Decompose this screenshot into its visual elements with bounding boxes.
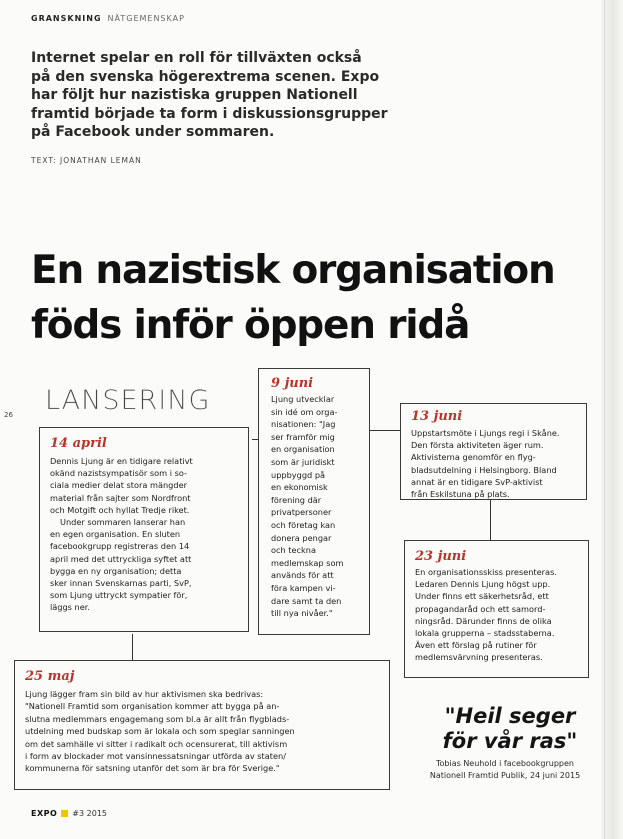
quote-line: "Heil seger (444, 704, 576, 728)
entry-line: april med det uttryckliga syftet att (50, 553, 192, 564)
entry-line: Ljung lägger fram sin bild av hur aktivismen ska bedrivas: (25, 689, 264, 699)
headline (31, 243, 591, 353)
entry-line: föra kampen vi- (271, 582, 336, 593)
entry-line: "Nationell Framtid som organisation kommer att bygga på an- (25, 701, 280, 712)
entry-line: lokala grupperna – stadsstaberna. (415, 628, 555, 639)
entry-line: slutna medlemmars engagemang som bl.a är allt från flygblads- (25, 713, 290, 724)
entry-line: Ledaren Dennis Ljung högst upp. (415, 579, 551, 590)
entry-line: bladsutdelning i Helsingborg. Bland (411, 464, 557, 475)
intro-line: Internet spelar en roll för tillväxten också (31, 50, 362, 66)
entry-line: kommunerna för satsning utanför det som är bra för Sverige." (25, 763, 280, 774)
entry-line: förening där (271, 494, 322, 505)
intro-line: har följt hur nazistiska gruppen Nationell (31, 87, 358, 103)
entry-line: material från sajter som Nordfront (50, 492, 191, 503)
section-header (31, 14, 185, 23)
entry-line: Även ett förslag på rutiner för (415, 640, 537, 651)
entry-line: donera pengar (271, 532, 332, 543)
entry-text (411, 427, 586, 500)
entry-text (50, 455, 248, 614)
entry-line: annat är en tidigare SvP-aktivist (411, 476, 543, 487)
timeline-entry-23-juni (404, 540, 589, 678)
entry-line: Aktivisterna genomför en flyg- (411, 452, 536, 463)
entry-line: facebookgrupp registreras den 14 (50, 541, 190, 552)
entry-line: som är juridiskt (271, 456, 335, 467)
entry-date: 23 juni (415, 549, 467, 564)
quote-credit-line: Tobias Neuhold i facebookgruppen (435, 759, 574, 768)
entry-line: utdelning med budskap som är lokala och som speglar sanningen (25, 726, 295, 737)
entry-text (271, 393, 369, 620)
entry-text (415, 566, 588, 664)
pull-quote (425, 704, 595, 754)
section-label: GRANSKNING (31, 14, 102, 23)
entry-date: 25 maj (25, 669, 75, 684)
entry-line: okänd nazistsympatisör som i so- (50, 468, 188, 479)
entry-line: en egen organisation. En sluten (50, 529, 181, 540)
timeline-entry-9-juni (258, 368, 370, 635)
intro-line: på Facebook under sommaren. (31, 124, 275, 140)
connector-line (490, 500, 491, 540)
entry-line: en ekonomisk (271, 482, 328, 493)
entry-line: en organisation (271, 444, 335, 455)
headline-line: föds inför öppen ridå (31, 303, 470, 348)
entry-line: och teckna (271, 545, 316, 556)
footer-issue: #3 2015 (72, 809, 107, 818)
entry-line: används för att (271, 570, 334, 581)
intro-line: framtid började ta form i diskussionsgrupper (31, 105, 388, 122)
entry-line: som Ljung uttryckt sympatier för, (50, 590, 188, 601)
entry-date: 13 juni (411, 409, 463, 424)
entry-line: sker innan Svenskarnas parti, SvP, (50, 578, 192, 589)
entry-line: om det samhälle vi sitter i radikalt och ocensurerat, till aktivism (25, 738, 288, 749)
entry-line: och Motgift och hyllat Tredje riket. (50, 504, 190, 515)
entry-line: ciala medier delat stora mängder (50, 480, 187, 491)
entry-line: Ljung utvecklar (271, 394, 335, 404)
entry-line: sin idé om orga- (271, 406, 338, 417)
connector-line (370, 430, 400, 431)
entry-line: uppbyggd på (271, 469, 326, 480)
entry-line: från Eskilstuna på plats. (411, 489, 510, 500)
entry-date: 9 juni (271, 376, 314, 391)
intro-paragraph (31, 49, 571, 142)
entry-line: läggs ner. (50, 602, 90, 613)
entry-date: 14 april (50, 436, 107, 451)
intro-line: på den svenska högerextrema scenen. Expo (31, 68, 380, 85)
entry-line: dare samt ta den (271, 595, 342, 606)
byline: TEXT: JONATHAN LEMAN (31, 156, 142, 165)
quote-credit (405, 758, 605, 782)
page-number: 26 (4, 411, 13, 419)
entry-line: Under finns ett säkerhetsråd, ett (415, 591, 549, 602)
entry-text (25, 688, 389, 775)
entry-line: medlemskap som (271, 557, 344, 568)
footer-square-icon (61, 810, 68, 817)
footer-brand: EXPO (31, 809, 58, 818)
entry-line: ningsråd. Därunder finns de olika (415, 615, 552, 626)
entry-line: medlemsvärvning presenteras. (415, 652, 543, 663)
subsection-label: NÄTGEMENSKAP (107, 14, 185, 23)
entry-line: propagandaråd och ett samord- (415, 603, 546, 614)
timeline-entry-25-maj (14, 660, 390, 790)
quote-credit-line: Nationell Framtid Publik, 24 juni 2015 (429, 771, 581, 780)
entry-line: bygga en ny organisation; detta (50, 565, 182, 576)
entry-line: Under sommaren lanserar han (60, 517, 186, 528)
entry-line: Den första aktiviteten äger rum. (411, 440, 544, 451)
entry-line: nisationen: "Jag (271, 419, 336, 430)
timeline-entry-14-april (39, 427, 249, 632)
entry-line: i form av blockader mot vansinnessatsningar utförda av staten/ (25, 751, 286, 762)
timeline-entry-13-juni (400, 403, 587, 500)
timeline-label: LANSERING (45, 385, 211, 416)
connector-line (132, 634, 133, 660)
entry-line: och företag kan (271, 519, 336, 530)
entry-line: Uppstartsmöte i Ljungs regi i Skåne. (411, 428, 560, 438)
entry-line: ser framför mig (271, 431, 335, 442)
entry-line: till nya nivåer." (271, 608, 333, 619)
quote-line: för vår ras" (442, 729, 578, 753)
entry-line: En organisationsskiss presenteras. (415, 567, 557, 577)
page-edge-line (604, 0, 605, 839)
page-footer (31, 809, 107, 818)
entry-line: Dennis Ljung är en tidigare relativt (50, 456, 193, 466)
entry-line: privatpersoner (271, 507, 332, 518)
headline-line: En nazistisk organisation (31, 248, 555, 293)
